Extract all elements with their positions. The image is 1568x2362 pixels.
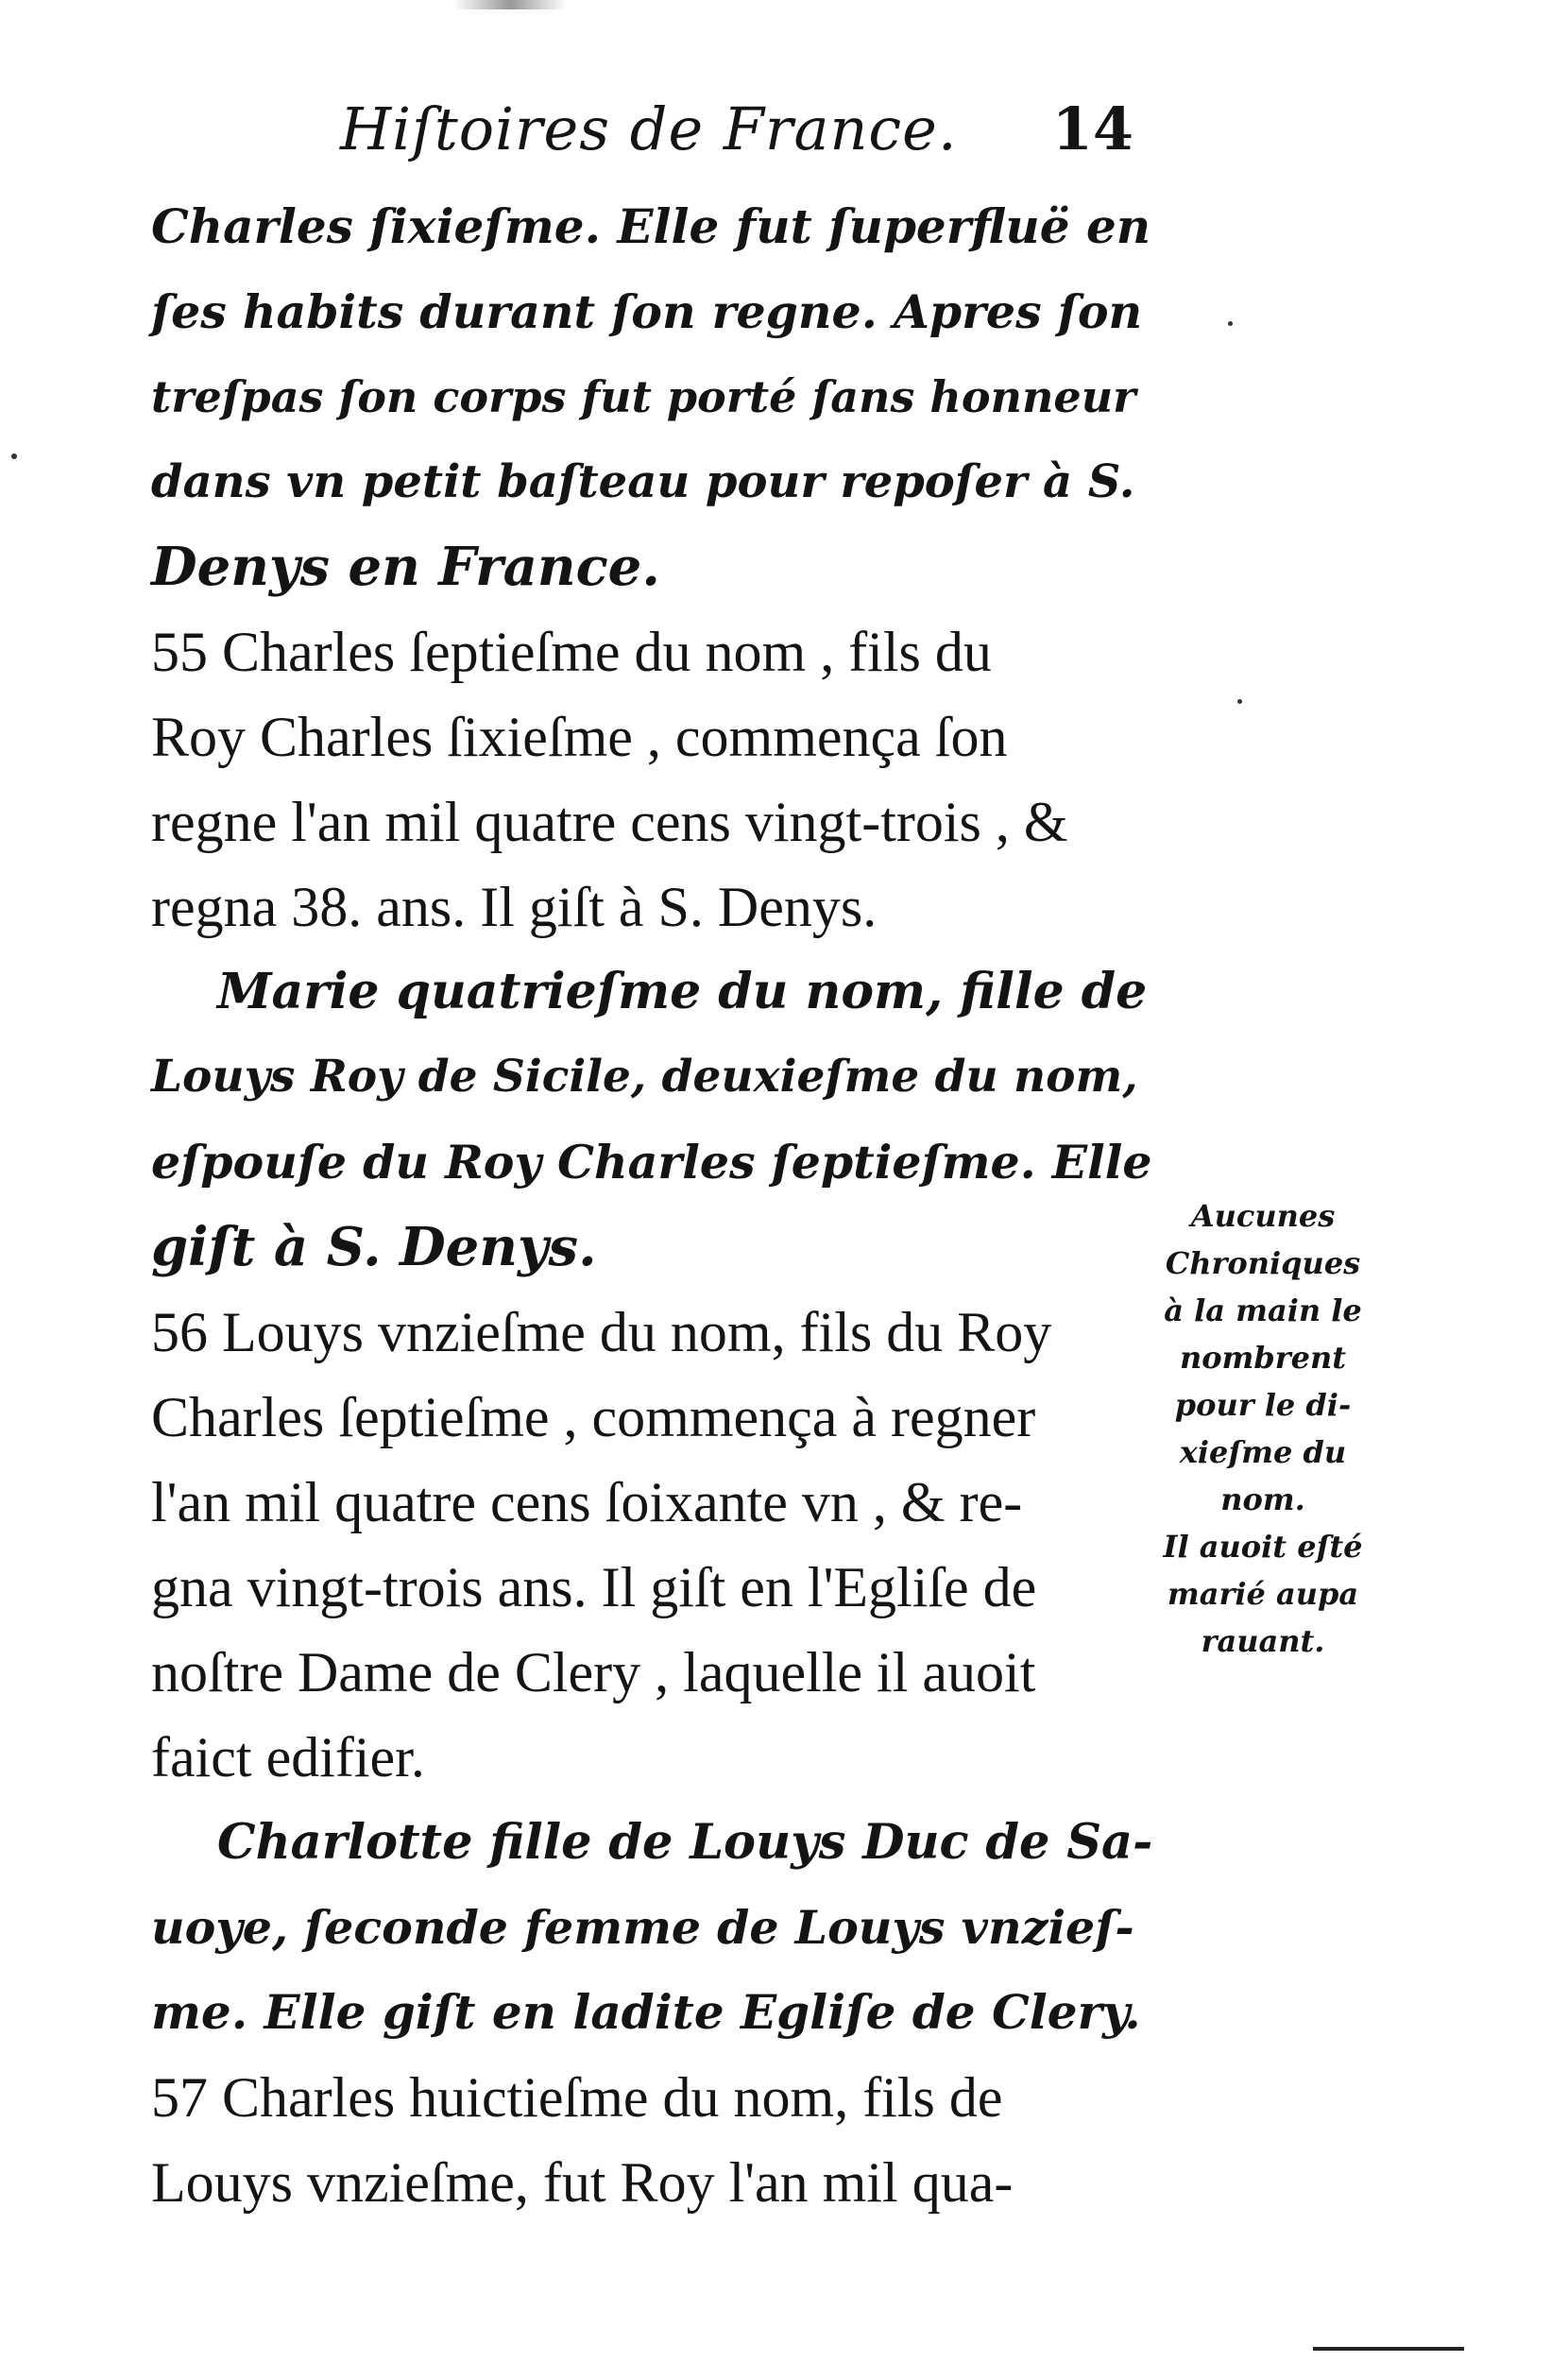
main-text-block [151,184,1152,2225]
text-line: treſpas ſon corps fut porté ſans honneur [151,371,1136,422]
marginal-note-line: rauant. [1201,1623,1325,1659]
text-line: regna 38. ans. Il giſt à S. Denys. [151,876,878,938]
text-line: regne l'an mil quatre cens vingt-trois , & [151,791,1068,853]
print-smudge [453,0,567,9]
text-line: 56 Louys vnzieſme du nom, fils du Roy [151,1301,1052,1363]
text-line: Charlotte fille de Louys Duc de Sa- [217,1814,1153,1871]
text-line: l'an mil quatre cens ſoixante vn , & re- [151,1471,1023,1533]
text-line: Roy Charles ſixieſme , commença ſon [151,706,1008,768]
marginal-note-line: xieſme du [1179,1434,1347,1470]
print-speck [11,454,17,459]
marginal-note-line: pour le di- [1174,1387,1352,1423]
text-line: Denys en France. [151,536,660,598]
text-line: ſes habits durant ſon regne. Apres ſon [151,284,1143,339]
marginal-note [1145,1192,1381,1665]
page-header [340,94,1133,161]
text-line: eſpouſe du Roy Charles ſeptieſme. Elle [151,1135,1152,1190]
text-line: Charles ſeptieſme , commença à regner [151,1386,1036,1448]
marginal-note-line: Il auoit eſté [1163,1529,1363,1565]
running-title: Hiſtoires de France. [340,94,958,163]
text-line: uoye, ſeconde femme de Louys vnzieſ- [151,1900,1134,1955]
text-line: faict edifier. [151,1726,425,1789]
bottom-rule [1313,2347,1464,2351]
print-speck [1228,321,1233,326]
text-line: Louys vnzieſme, fut Roy l'an mil qua- [151,2151,1014,2214]
print-speck [1237,699,1242,704]
marginal-note-line: nombrent [1179,1340,1347,1376]
text-line: Charles ſixieſme. Elle fut ſuperfluë en [151,198,1151,254]
marginal-note-line: Chroniques [1165,1245,1361,1281]
marginal-note-line: Aucunes [1190,1198,1336,1234]
text-line: gna vingt-trois ans. Il giſt en l'Egliſe de [151,1556,1037,1618]
text-line: giſt à S. Denys. [151,1216,597,1278]
text-line: me. Elle giſt en ladite Egliſe de Clery. [151,1984,1141,2040]
text-line: 57 Charles huictieſme du nom, fils de [151,2066,1003,2129]
text-line: Marie quatrieſme du nom, fille de [217,963,1148,1020]
text-line: Louys Roy de Sicile, deuxieſme du nom, [151,1051,1138,1103]
marginal-note-line: à la main le [1164,1292,1362,1328]
text-line: dans vn petit baſteau pour repoſer à S. [151,455,1135,508]
marginal-note-line: marié aupa [1167,1576,1359,1612]
page-number: 14 [1051,94,1133,163]
marginal-note-line: nom. [1220,1481,1305,1517]
text-line: noſtre Dame de Clery , laquelle il auoit [151,1641,1036,1703]
text-line: 55 Charles ſeptieſme du nom , fils du [151,621,992,683]
